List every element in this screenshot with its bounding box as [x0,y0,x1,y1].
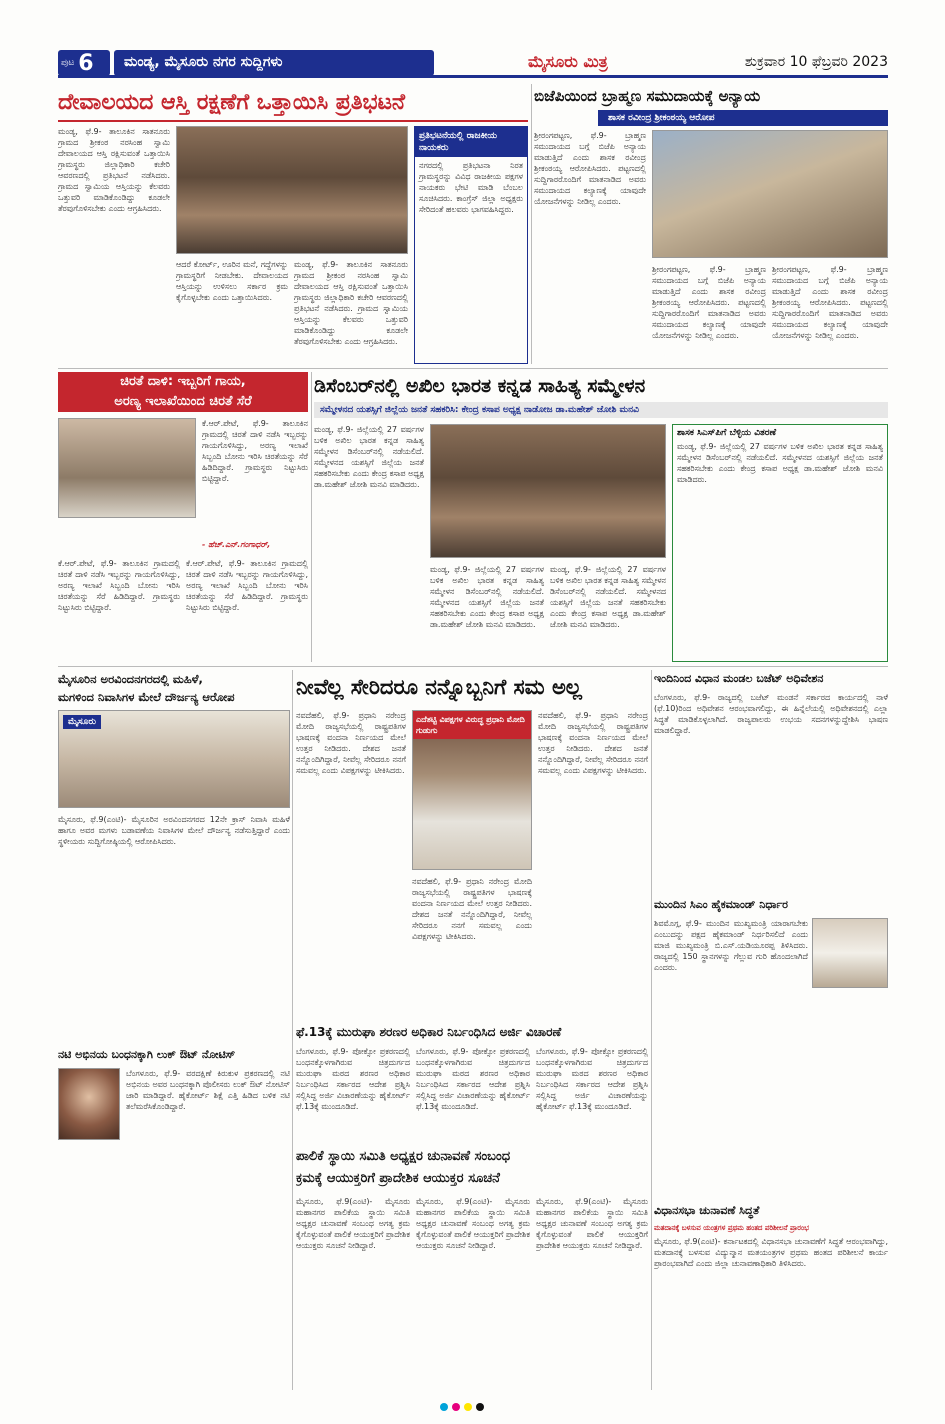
divider [58,368,888,369]
story-body: ಶ್ರೀರಂಗಪಟ್ಟಣ, ಫೆ.9- ಬ್ರಾಹ್ಮಣ ಸಮುದಾಯದ ಬಗ್ಗೆ ಬಿಜೆಪಿ ಅನ್ಯಾಯ ಮಾಡುತ್ತಿದೆ ಎಂದು ಶಾಸಕ ರವೀಂದ್ರ ಶ್ರೀಕಂಠಯ್ಯ ಆರೋಪಿಸಿದರು. ಪಟ್ಟಣದಲ್ಲಿ ಸುದ್ದಿಗಾರರೊಂದಿಗೆ ಮಾತನಾಡಿದ ಅವರು ಸಮುದಾಯದ ಕಲ್ಯಾಣಕ್ಕೆ ಯಾವುದೇ ಯೋಜನೆಗಳನ್ನು ನೀಡಿಲ್ಲ ಎಂದರು. [534,131,646,206]
story-body: ಮೈಸೂರು, ಫೆ.9(ಎಂಟಿ)- ಮೈಸೂರು ಮಹಾನಗರ ಪಾಲಿಕೆಯ ಸ್ಥಾಯಿ ಸಮಿತಿ ಅಧ್ಯಕ್ಷರ ಚುನಾವಣೆ ಸಂಬಂಧ ಅಗತ್ಯ ಕ್ರಮ ಕೈಗೊಳ್ಳುವಂತೆ ಪಾಲಿಕೆ ಆಯುಕ್ತರಿಗೆ ಪ್ರಾದೇಶಿಕ ಆಯುಕ್ತರು ಸೂಚನೆ ನೀಡಿದ್ದಾರೆ. [296,1197,410,1250]
page-number-badge [58,50,110,76]
story-modi [296,670,648,1020]
photo-caption: ಎದೆತಟ್ಟಿ ವಿಪಕ್ಷಗಳ ವಿರುದ್ಧ ಪ್ರಧಾನಿ ಮೋದಿ ಗುಡುಗು [413,711,532,739]
registration-mark [464,1403,472,1411]
sidebar-title: ಪ್ರತಿಭಟನೆಯಲ್ಲಿ ರಾಜಕೀಯ ನಾಯಕರು [415,127,527,157]
subhead: ಶಾಸಕ ರವೀಂದ್ರ ಶ್ರೀಕಂಠಯ್ಯ ಆರೋಪ [598,110,888,126]
story-leopard [58,372,308,662]
story-body: ಮಂಡ್ಯ, ಫೆ.9- ತಾಲೂಕಿನ ಸಾತನೂರು ಗ್ರಾಮದ ಶ್ರೀಕಂಠ ನರಸಿಂಹ ಸ್ವಾಮಿ ದೇವಾಲಯದ ಆಸ್ತಿ ರಕ್ಷಿಸುವಂತೆ ಒತ್ತಾಯಿಸಿ ಗ್ರಾಮಸ್ಥರು ಜಿಲ್ಲಾಧಿಕಾರಿ ಕಚೇರಿ ಆವರಣದಲ್ಲಿ ಪ್ರತಿಭಟನೆ ನಡೆಸಿದರು. ಗ್ರಾಮದ ಸ್ವಾಮಿಯ ಆಸ್ತಿಯನ್ನು ಕೆಲವರು ಒತ್ತುವರಿ ಮಾಡಿಕೊಂಡಿದ್ದು ಕೂಡಲೇ ತೆರವುಗೊಳಿಸಬೇಕು ಎಂದು ಆಗ್ರಹಿಸಿದರು. [58,127,170,213]
subhead: ಸಮ್ಮೇಳನದ ಯಶಸ್ಸಿಗೆ ಜಿಲ್ಲೆಯ ಜನತೆ ಸಹಕರಿಸಿ: ಕೇಂದ್ರ ಕಸಾಪ ಅಧ್ಯಕ್ಷ ನಾಡೋಜ ಡಾ.ಮಹೇಶ್ ಜೋಶಿ ಮನವಿ [314,402,888,418]
headline: ಇಂದಿನಿಂದ ವಿಧಾನ ಮಂಡಲ ಬಜೆಟ್ ಅಧಿವೇಶನ [654,672,824,685]
story-body: ಮಂಡ್ಯ, ಫೆ.9- ಜಿಲ್ಲೆಯಲ್ಲಿ 27 ವರ್ಷಗಳ ಬಳಿಕ ಅಖಿಲ ಭಾರತ ಕನ್ನಡ ಸಾಹಿತ್ಯ ಸಮ್ಮೇಳನ ಡಿಸೆಂಬರ್‌ನಲ್ಲಿ ನಡೆಯಲಿದೆ. ಸಮ್ಮೇಳನದ ಯಶಸ್ಸಿಗೆ ಜಿಲ್ಲೆಯ ಜನತೆ ಸಹಕರಿಸಬೇಕು ಎಂದು ಕೇಂದ್ರ ಕಸಾಪ ಅಧ್ಯಕ್ಷ ಡಾ.ಮಹೇಶ್ ಜೋಶಿ ಮನವಿ ಮಾಡಿದರು. [314,425,424,489]
story-palike [296,1146,648,1390]
story-body-col3: ಮೈಸೂರು, ಫೆ.9(ಎಂಟಿ)- ಮೈಸೂರು ಮಹಾನಗರ ಪಾಲಿಕೆಯ ಸ್ಥಾಯಿ ಸಮಿತಿ ಅಧ್ಯಕ್ಷರ ಚುನಾವಣೆ ಸಂಬಂಧ ಅಗತ್ಯ ಕ್ರಮ ಕೈಗೊಳ್ಳುವಂತೆ ಪಾಲಿಕೆ ಆಯುಕ್ತರಿಗೆ ಪ್ರಾದೇಶಿಕ ಆಯುಕ್ತರು ಸೂಚನೆ ನೀಡಿದ್ದಾರೆ. [536,1197,648,1250]
headline-line-1: ಪಾಲಿಕೆ ಸ್ಥಾಯಿ ಸಮಿತಿ ಅಧ್ಯಕ್ಷರ ಚುನಾವಣೆ ಸಂಬಂಧ [296,1149,511,1164]
story-body: ಮೈಸೂರು, ಫೆ.9(ಎಂಟಿ)- ಮೈಸೂರಿನ ಅರವಿಂದನಗರದ 12ನೇ ಕ್ರಾಸ್ ನಿವಾಸಿ ಮಹಿಳೆ ಹಾಗೂ ಅವರ ಮಗಳು ಬಡಾವಣೆಯ ನಿವಾಸಿಗಳ ಮೇಲೆ ದೌರ್ಜನ್ಯ ನಡೆಸುತ್ತಿದ್ದಾರೆ ಎಂದು ಸ್ಥಳೀಯರು ಸುದ್ದಿಗೋಷ್ಠಿಯಲ್ಲಿ ಆರೋಪಿಸಿದರು. [58,815,290,846]
protest-photo [176,126,408,254]
story-body-col2: ಕೆ.ಆರ್.ಪೇಟೆ, ಫೆ.9- ತಾಲೂಕಿನ ಗ್ರಾಮದಲ್ಲಿ ಚಿರತೆ ದಾಳಿ ನಡೆಸಿ ಇಬ್ಬರನ್ನು ಗಾಯಗೊಳಿಸಿದ್ದು, ಅರಣ್ಯ ಇಲಾಖೆ ಸಿಬ್ಬಂದಿ ಬೋನು ಇರಿಸಿ ಚಿರತೆಯನ್ನು ಸೆರೆ ಹಿಡಿದಿದ್ದಾರೆ. ಗ್ರಾಮಸ್ಥರು ನಿಟ್ಟುಸಿರು ಬಿಟ್ಟಿದ್ದಾರೆ. [58,559,180,612]
story-body-col3: ನವದೆಹಲಿ, ಫೆ.9- ಪ್ರಧಾನಿ ನರೇಂದ್ರ ಮೋದಿ ರಾಜ್ಯಸಭೆಯಲ್ಲಿ ರಾಷ್ಟ್ರಪತಿಗಳ ಭಾಷಣಕ್ಕೆ ವಂದನಾ ನಿರ್ಣಯದ ಮೇಲೆ ಉತ್ತರ ನೀಡಿದರು. ದೇಶದ ಜನತೆ ನನ್ನೊಂದಿಗಿದ್ದಾರೆ, ನೀವೆಲ್ಲ ಸೇರಿದರೂ ನನಗೆ ಸಮವಲ್ಲ ಎಂದು ವಿಪಕ್ಷಗಳನ್ನು ಟೀಕಿಸಿದರು. [538,711,648,775]
headline: ನಟಿ ಅಭಿನಯ ಬಂಧನಕ್ಕಾಗಿ ಲುಕ್ ಔಟ್ ನೋಟಿಸ್ [58,1048,236,1061]
headline-band [58,372,308,412]
story-session [654,670,888,892]
paper-name: ಮೈಸೂರು ಮಿತ್ರ [528,52,608,71]
story-body-col2: ಬೆಂಗಳೂರು, ಫೆ.9- ಪೋಕ್ಸೋ ಪ್ರಕರಣದಲ್ಲಿ ಬಂಧನಕ್ಕೊಳಗಾಗಿರುವ ಚಿತ್ರದುರ್ಗದ ಮುರುಘಾ ಮಠದ ಶರಣರ ಅಧಿಕಾರ ನಿರ್ಬಂಧಿಸಿದ ಸರ್ಕಾರದ ಆದೇಶ ಪ್ರಶ್ನಿಸಿ ಸಲ್ಲಿಸಿದ್ದ ಅರ್ಜಿ ವಿಚಾರಣೆಯನ್ನು ಹೈಕೋರ್ಟ್ ಫೆ.13ಕ್ಕೆ ಮುಂದೂಡಿದೆ. [416,1047,530,1111]
story-body-col2: ನವದೆಹಲಿ, ಫೆ.9- ಪ್ರಧಾನಿ ನರೇಂದ್ರ ಮೋದಿ ರಾಜ್ಯಸಭೆಯಲ್ಲಿ ರಾಷ್ಟ್ರಪತಿಗಳ ಭಾಷಣಕ್ಕೆ ವಂದನಾ ನಿರ್ಣಯದ ಮೇಲೆ ಉತ್ತರ ನೀಡಿದರು. ದೇಶದ ಜನತೆ ನನ್ನೊಂದಿಗಿದ್ದಾರೆ, ನೀವೆಲ್ಲ ಸೇರಿದರೂ ನನಗೆ ಸಮವಲ್ಲ ಎಂದು ವಿಪಕ್ಷಗಳನ್ನು ಟೀಕಿಸಿದರು. [412,877,532,941]
pm-photo [412,710,532,870]
story-body-col3: ಬೆಂಗಳೂರು, ಫೆ.9- ಪೋಕ್ಸೋ ಪ್ರಕರಣದಲ್ಲಿ ಬಂಧನಕ್ಕೊಳಗಾಗಿರುವ ಚಿತ್ರದುರ್ಗದ ಮುರುಘಾ ಮಠದ ಶರಣರ ಅಧಿಕಾರ ನಿರ್ಬಂಧಿಸಿದ ಸರ್ಕಾರದ ಆದೇಶ ಪ್ರಶ್ನಿಸಿ ಸಲ್ಲಿಸಿದ್ದ ಅರ್ಜಿ ವಿಚಾರಣೆಯನ್ನು ಹೈಕೋರ್ಟ್ ಫೆ.13ಕ್ಕೆ ಮುಂದೂಡಿದೆ. [536,1047,648,1111]
story-body: ಬೆಂಗಳೂರು, ಫೆ.9- ಪೋಕ್ಸೋ ಪ್ರಕರಣದಲ್ಲಿ ಬಂಧನಕ್ಕೊಳಗಾಗಿರುವ ಚಿತ್ರದುರ್ಗದ ಮುರುಘಾ ಮಠದ ಶರಣರ ಅಧಿಕಾರ ನಿರ್ಬಂಧಿಸಿದ ಸರ್ಕಾರದ ಆದೇಶ ಪ್ರಶ್ನಿಸಿ ಸಲ್ಲಿಸಿದ್ದ ಅರ್ಜಿ ವಿಚಾರಣೆಯನ್ನು ಹೈಕೋರ್ಟ್ ಫೆ.13ಕ್ಕೆ ಮುಂದೂಡಿದೆ. [296,1047,410,1111]
story-body: ಬೆಂಗಳೂರು, ಫೆ.9- ವರದಕ್ಷಿಣೆ ಕಿರುಕುಳ ಪ್ರಕರಣದಲ್ಲಿ ನಟಿ ಅಭಿನಯ ಅವರ ಬಂಧನಕ್ಕಾಗಿ ಪೊಲೀಸರು ಲುಕ್ ಔಟ್ ನೋಟಿಸ್ ಜಾರಿ ಮಾಡಿದ್ದಾರೆ. ಹೈಕೋರ್ಟ್ ಶಿಕ್ಷೆ ಎತ್ತಿ ಹಿಡಿದ ಬಳಿಕ ನಟಿ ತಲೆಮರೆಸಿಕೊಂಡಿದ್ದಾರೆ. [126,1069,290,1111]
headline: ಡಿಸೆಂಬರ್‌ನಲ್ಲಿ ಅಖಿಲ ಭಾರತ ಕನ್ನಡ ಸಾಹಿತ್ಯ ಸಮ್ಮೇಳನ [314,375,646,397]
subhead: ಮತದಾನಕ್ಕೆ ಬಳಸುವ ಯಂತ್ರಗಳ ಪ್ರಥಮ ಹಂತದ ಪರಿಶೀಲನೆ ಪ್ರಾರಂಭ [654,1224,809,1232]
headline: ದೇವಾಲಯದ ಆಸ್ತಿ ರಕ್ಷಣೆಗೆ ಒತ್ತಾಯಿಸಿ ಪ್ರತಿಭಟನೆ [58,84,528,122]
headline-line-2: ಕ್ರಮಕ್ಕೆ ಆಯುಕ್ತರಿಗೆ ಪ್ರಾದೇಶಿಕ ಆಯುಕ್ತರ ಸೂಚನೆ [296,1171,500,1186]
sidebar-box [414,126,528,364]
story-body: ಶಿವಮೊಗ್ಗ, ಫೆ.9- ಮುಂದಿನ ಮುಖ್ಯಮಂತ್ರಿ ಯಾರಾಗಬೇಕು ಎಂಬುದನ್ನು ಪಕ್ಷದ ಹೈಕಮಾಂಡ್ ನಿರ್ಧರಿಸಲಿದೆ ಎಂದು ಮಾಜಿ ಮುಖ್ಯಮಂತ್ರಿ ಬಿ.ಎಸ್.ಯಡಿಯೂರಪ್ಪ ತಿಳಿಸಿದರು. ರಾಜ್ಯದಲ್ಲಿ 150 ಸ್ಥಾನಗಳನ್ನು ಗೆಲ್ಲುವ ಗುರಿ ಹೊಂದಲಾಗಿದೆ ಎಂದರು. [654,919,808,972]
story-arvind [58,670,290,1042]
story-body: ಕೆ.ಆರ್.ಪೇಟೆ, ಫೆ.9- ತಾಲೂಕಿನ ಗ್ರಾಮದಲ್ಲಿ ಚಿರತೆ ದಾಳಿ ನಡೆಸಿ ಇಬ್ಬರನ್ನು ಗಾಯಗೊಳಿಸಿದ್ದು, ಅರಣ್ಯ ಇಲಾಖೆ ಸಿಬ್ಬಂದಿ ಬೋನು ಇರಿಸಿ ಚಿರತೆಯನ್ನು ಸೆರೆ ಹಿಡಿದಿದ್ದಾರೆ. ಗ್ರಾಮಸ್ಥರು ನಿಟ್ಟುಸಿರು ಬಿಟ್ಟಿದ್ದಾರೆ. [202,419,308,483]
story-body-col2: ಮಂಡ್ಯ, ಫೆ.9- ಜಿಲ್ಲೆಯಲ್ಲಿ 27 ವರ್ಷಗಳ ಬಳಿಕ ಅಖಿಲ ಭಾರತ ಕನ್ನಡ ಸಾಹಿತ್ಯ ಸಮ್ಮೇಳನ ಡಿಸೆಂಬರ್‌ನಲ್ಲಿ ನಡೆಯಲಿದೆ. ಸಮ್ಮೇಳನದ ಯಶಸ್ಸಿಗೆ ಜಿಲ್ಲೆಯ ಜನತೆ ಸಹಕರಿಸಬೇಕು ಎಂದು ಕೇಂದ್ರ ಕಸಾಪ ಅಧ್ಯಕ್ಷ ಡಾ.ಮಹೇಶ್ ಜೋಶಿ ಮನವಿ ಮಾಡಿದರು. [430,565,544,629]
side-box [672,424,888,662]
headline-line-2: ಮಗಳಿಂದ ನಿವಾಸಿಗಳ ಮೇಲೆ ದೌರ್ಜನ್ಯ ಆರೋಪ [58,690,235,704]
story-body-col2: ಮೈಸೂರು, ಫೆ.9(ಎಂಟಿ)- ಮೈಸೂರು ಮಹಾನಗರ ಪಾಲಿಕೆಯ ಸ್ಥಾಯಿ ಸಮಿತಿ ಅಧ್ಯಕ್ಷರ ಚುನಾವಣೆ ಸಂಬಂಧ ಅಗತ್ಯ ಕ್ರಮ ಕೈಗೊಳ್ಳುವಂತೆ ಪಾಲಿಕೆ ಆಯುಕ್ತರಿಗೆ ಪ್ರಾದೇಶಿಕ ಆಯುಕ್ತರು ಸೂಚನೆ ನೀಡಿದ್ದಾರೆ. [416,1197,530,1250]
bsy-photo [812,918,888,988]
story-body: ಮೈಸೂರು, ಫೆ.9(ಎಂಟಿ)- ಕರ್ನಾಟಕದಲ್ಲಿ ವಿಧಾನಸಭಾ ಚುನಾವಣೆಗೆ ಸಿದ್ಧತೆ ಆರಂಭವಾಗಿದ್ದು, ಮತದಾನಕ್ಕೆ ಬಳಸುವ ವಿದ್ಯುನ್ಮಾನ ಮತಯಂತ್ರಗಳ ಪ್ರಥಮ ಹಂತದ ಪರಿಶೀಲನೆ ಕಾರ್ಯ ಪ್ರಾರಂಭವಾಗಿದೆ ಎಂದು ಜಿಲ್ಲಾ ಚುನಾವಣಾಧಿಕಾರಿ ತಿಳಿಸಿದರು. [654,1237,888,1268]
story-temple [58,84,528,364]
dateline: ಶುಕ್ರವಾರ 10 ಫೆಬ್ರವರಿ 2023 [744,54,888,70]
registration-mark [440,1403,448,1411]
headline-line-1: ಮೈಸೂರಿನ ಅರವಿಂದನಗರದಲ್ಲಿ ಮಹಿಳೆ, [58,672,203,686]
column-rule [531,84,532,364]
story-body-col3: ಶ್ರೀರಂಗಪಟ್ಟಣ, ಫೆ.9- ಬ್ರಾಹ್ಮಣ ಸಮುದಾಯದ ಬಗ್ಗೆ ಬಿಜೆಪಿ ಅನ್ಯಾಯ ಮಾಡುತ್ತಿದೆ ಎಂದು ಶಾಸಕ ರವೀಂದ್ರ ಶ್ರೀಕಂಠಯ್ಯ ಆರೋಪಿಸಿದರು. ಪಟ್ಟಣದಲ್ಲಿ ಸುದ್ದಿಗಾರರೊಂದಿಗೆ ಮಾತನಾಡಿದ ಅವರು ಸಮುದಾಯದ ಕಲ್ಯಾಣಕ್ಕೆ ಯಾವುದೇ ಯೋಜನೆಗಳನ್ನು ನೀಡಿಲ್ಲ ಎಂದರು. [772,265,888,340]
headline-line-2: ಅರಣ್ಯ ಇಲಾಖೆಯಿಂದ ಚಿರತೆ ಸೆರೆ [114,394,252,409]
story-cm [654,896,888,1198]
story-body-col2: ಶ್ರೀರಂಗಪಟ್ಟಣ, ಫೆ.9- ಬ್ರಾಹ್ಮಣ ಸಮುದಾಯದ ಬಗ್ಗೆ ಬಿಜೆಪಿ ಅನ್ಯಾಯ ಮಾಡುತ್ತಿದೆ ಎಂದು ಶಾಸಕ ರವೀಂದ್ರ ಶ್ರೀಕಂಠಯ್ಯ ಆರೋಪಿಸಿದರು. ಪಟ್ಟಣದಲ್ಲಿ ಸುದ್ದಿಗಾರರೊಂದಿಗೆ ಮಾತನಾಡಿದ ಅವರು ಸಮುದಾಯದ ಕಲ್ಯಾಣಕ್ಕೆ ಯಾವುದೇ ಯೋಜನೆಗಳನ್ನು ನೀಡಿಲ್ಲ ಎಂದರು. [652,265,766,340]
headline: ಫೆ.13ಕ್ಕೆ ಮುರುಘಾ ಶರಣರ ಅಧಿಕಾರ ನಿರ್ಬಂಧಿಸಿದ ಅರ್ಜಿ ವಿಚಾರಣೆ [296,1025,562,1039]
divider [58,666,888,667]
story-election [654,1202,888,1390]
section-title: ಮಂಡ್ಯ, ಮೈಸೂರು ನಗರ ಸುದ್ದಿಗಳು [114,50,434,76]
logo-badge: ಮೈಸೂರು [63,715,101,729]
side-title: ಶಾಸಕ ಸಿಎಸ್‌ಪಿಗೆ ಬೆಳ್ಳಿಯ ವಿತರಣೆ [677,428,777,438]
page-number: 6 [78,50,94,76]
story-murugha [296,1022,648,1142]
story-body: ನವದೆಹಲಿ, ಫೆ.9- ಪ್ರಧಾನಿ ನರೇಂದ್ರ ಮೋದಿ ರಾಜ್ಯಸಭೆಯಲ್ಲಿ ರಾಷ್ಟ್ರಪತಿಗಳ ಭಾಷಣಕ್ಕೆ ವಂದನಾ ನಿರ್ಣಯದ ಮೇಲೆ ಉತ್ತರ ನೀಡಿದರು. ದೇಶದ ಜನತೆ ನನ್ನೊಂದಿಗಿದ್ದಾರೆ, ನೀವೆಲ್ಲ ಸೇರಿದರೂ ನನಗೆ ಸಮವಲ್ಲ ಎಂದು ವಿಪಕ್ಷಗಳನ್ನು ಟೀಕಿಸಿದರು. [296,711,406,775]
headline: ವಿಧಾನಸಭಾ ಚುನಾವಣೆ ಸಿದ್ಧತೆ [654,1204,760,1217]
side-text: ಮಂಡ್ಯ, ಫೆ.9- ಜಿಲ್ಲೆಯಲ್ಲಿ 27 ವರ್ಷಗಳ ಬಳಿಕ ಅಖಿಲ ಭಾರತ ಕನ್ನಡ ಸಾಹಿತ್ಯ ಸಮ್ಮೇಳನ ಡಿಸೆಂಬರ್‌ನಲ್ಲಿ ನಡೆಯಲಿದೆ. ಸಮ್ಮೇಳನದ ಯಶಸ್ಸಿಗೆ ಜಿಲ್ಲೆಯ ಜನತೆ ಸಹಕರಿಸಬೇಕು ಎಂದು ಕೇಂದ್ರ ಕಸಾಪ ಅಧ್ಯಕ್ಷ ಡಾ.ಮಹೇಶ್ ಜೋಶಿ ಮನವಿ ಮಾಡಿದರು. [677,442,883,484]
actress-photo [58,1068,120,1140]
story-body-col3: ಕೆ.ಆರ್.ಪೇಟೆ, ಫೆ.9- ತಾಲೂಕಿನ ಗ್ರಾಮದಲ್ಲಿ ಚಿರತೆ ದಾಳಿ ನಡೆಸಿ ಇಬ್ಬರನ್ನು ಗಾಯಗೊಳಿಸಿದ್ದು, ಅರಣ್ಯ ಇಲಾಖೆ ಸಿಬ್ಬಂದಿ ಬೋನು ಇರಿಸಿ ಚಿರತೆಯನ್ನು ಸೆರೆ ಹಿಡಿದಿದ್ದಾರೆ. ಗ್ರಾಮಸ್ಥರು ನಿಟ್ಟುಸಿರು ಬಿಟ್ಟಿದ್ದಾರೆ. [186,559,308,612]
story-actress [58,1046,290,1390]
headline: ಮುಂದಿನ ಸಿಎಂ ಹೈಕಮಾಂಡ್ ನಿರ್ಧಾರ [654,898,788,911]
registration-mark [476,1403,484,1411]
story-body-col3: ಮಂಡ್ಯ, ಫೆ.9- ಜಿಲ್ಲೆಯಲ್ಲಿ 27 ವರ್ಷಗಳ ಬಳಿಕ ಅಖಿಲ ಭಾರತ ಕನ್ನಡ ಸಾಹಿತ್ಯ ಸಮ್ಮೇಳನ ಡಿಸೆಂಬರ್‌ನಲ್ಲಿ ನಡೆಯಲಿದೆ. ಸಮ್ಮೇಳನದ ಯಶಸ್ಸಿಗೆ ಜಿಲ್ಲೆಯ ಜನತೆ ಸಹಕರಿಸಬೇಕು ಎಂದು ಕೇಂದ್ರ ಕಸಾಪ ಅಧ್ಯಕ್ಷ ಡಾ.ಮಹೇಶ್ ಜೋಶಿ ಮನವಿ ಮಾಡಿದರು. [550,565,666,629]
column-rule [651,670,652,1390]
injured-men-photo [58,418,196,518]
story-brahmin [534,84,888,364]
page-word: ಪುಟ [61,58,75,68]
headline-line-1: ಚಿರತೆ ದಾಳಿ: ಇಬ್ಬರಿಗೆ ಗಾಯ, [120,374,246,389]
story-body: ಬೆಂಗಳೂರು, ಫೆ.9- ರಾಜ್ಯದಲ್ಲಿ ಬಜೆಟ್ ಮಂಡನೆ ಸರ್ಕಾರದ ಕಾರ್ಯದಲ್ಲಿ ನಾಳೆ (ಫೆ.10)ರಿಂದ ಅಧಿವೇಶನ ಆರಂಭವಾಗಲಿದ್ದು, ಈ ಹಿನ್ನೆಲೆಯಲ್ಲಿ ಅಧಿವೇಶನದಲ್ಲಿ ಎಲ್ಲಾ ಸಿದ್ಧತೆ ಮಾಡಿಕೊಳ್ಳಲಾಗಿದೆ. ರಾಜ್ಯಪಾಲರು ಉಭಯ ಸದನಗಳನ್ನುದ್ದೇಶಿಸಿ ಭಾಷಣ ಮಾಡಲಿದ್ದಾರೆ. [654,693,888,735]
headline: ನೀವೆಲ್ಲ ಸೇರಿದರೂ ನನ್ನೊಬ್ಬನಿಗೆ ಸಮ ಅಲ್ಲ [296,675,582,699]
story-body-col2: ಆದರೆ ಕೋರ್ಟ್, ಊರಿನ ಮನೆ, ಗದ್ದೆಗಳನ್ನು ಗ್ರಾಮಸ್ಥರಿಗೆ ನೀಡಬೇಕು. ದೇವಾಲಯದ ಆಸ್ತಿಯನ್ನು ಉಳಿಸಲು ಸರ್ಕಾರ ಕ್ರಮ ಕೈಗೊಳ್ಳಬೇಕು ಎಂದು ಒತ್ತಾಯಿಸಿದರು. [176,260,288,302]
byline: - ಹೆಚ್.ಎನ್.ಗಂಗಾಧರ್, [202,540,271,549]
headline: ಬಿಜೆಪಿಯಿಂದ ಬ್ರಾಹ್ಮಣ ಸಮುದಾಯಕ್ಕೆ ಅನ್ಯಾಯ [534,87,761,105]
masthead [58,48,888,78]
column-rule [292,670,293,1390]
field-visit-photo [652,130,888,258]
felicitation-photo [430,424,666,558]
column-rule [311,372,312,662]
press-meet-photo [58,710,290,808]
sidebar-text: ನಗರದಲ್ಲಿ ಪ್ರತಿಭಟನಾ ನಿರತ ಗ್ರಾಮಸ್ಥರನ್ನು ವಿವಿಧ ರಾಜಕೀಯ ಪಕ್ಷಗಳ ನಾಯಕರು ಭೇಟಿ ಮಾಡಿ ಬೆಂಬಲ ಸೂಚಿಸಿದರು. ಕಾಂಗ್ರೆಸ್ ಜಿಲ್ಲಾ ಅಧ್ಯಕ್ಷರು ಸೇರಿದಂತೆ ಹಲವರು ಭಾಗವಹಿಸಿದ್ದರು. [419,161,523,214]
registration-mark [452,1403,460,1411]
story-sahitya [314,372,888,662]
story-body-col3: ಮಂಡ್ಯ, ಫೆ.9- ತಾಲೂಕಿನ ಸಾತನೂರು ಗ್ರಾಮದ ಶ್ರೀಕಂಠ ನರಸಿಂಹ ಸ್ವಾಮಿ ದೇವಾಲಯದ ಆಸ್ತಿ ರಕ್ಷಿಸುವಂತೆ ಒತ್ತಾಯಿಸಿ ಗ್ರಾಮಸ್ಥರು ಜಿಲ್ಲಾಧಿಕಾರಿ ಕಚೇರಿ ಆವರಣದಲ್ಲಿ ಪ್ರತಿಭಟನೆ ನಡೆಸಿದರು. ಗ್ರಾಮದ ಸ್ವಾಮಿಯ ಆಸ್ತಿಯನ್ನು ಕೆಲವರು ಒತ್ತುವರಿ ಮಾಡಿಕೊಂಡಿದ್ದು ಕೂಡಲೇ ತೆರವುಗೊಳಿಸಬೇಕು ಎಂದು ಆಗ್ರಹಿಸಿದರು. [294,260,408,346]
